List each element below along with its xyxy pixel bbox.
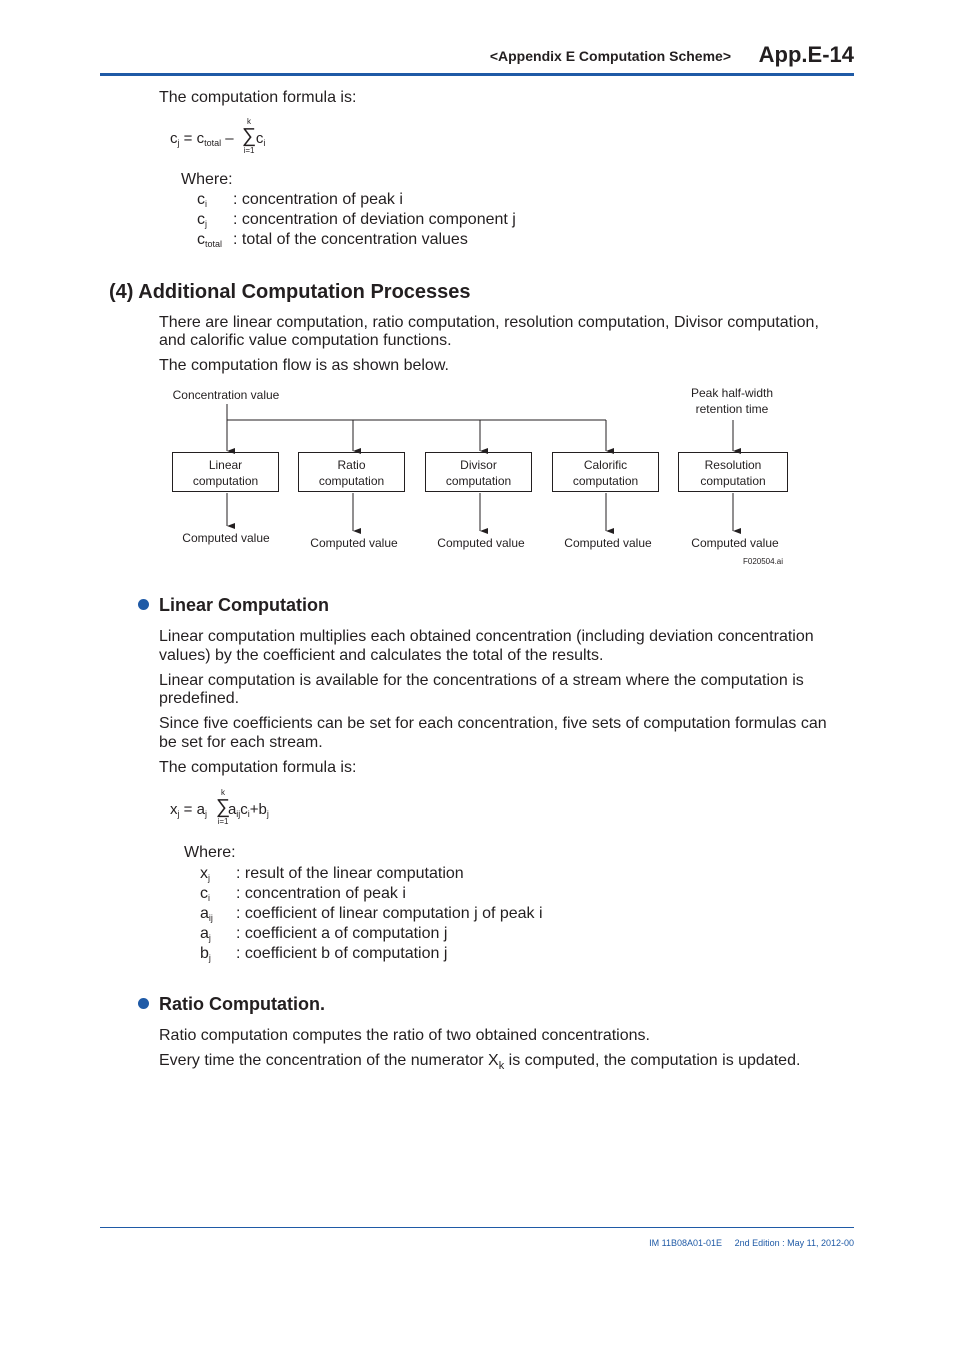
variable-symbol: c: [197, 191, 205, 208]
bullet-icon: [138, 998, 149, 1009]
footer: [649, 1238, 854, 1248]
variable-desc: : result of the linear computation: [236, 865, 464, 882]
variable-symbol: x: [200, 865, 208, 882]
variable-sub: j: [208, 873, 210, 883]
section4-para1-line2: and calorific value computation functions.: [159, 332, 452, 349]
flow-output-linear: Computed value: [182, 531, 270, 545]
section4-para1-line1: There are linear computation, ratio computation, resolution computation, Divisor computation,: [159, 314, 819, 331]
variable-desc: : coefficient b of computation j: [236, 945, 448, 962]
linear-p3-line2: be set for each stream.: [159, 734, 323, 751]
linear-heading: [138, 595, 329, 616]
footer-edition: 2nd Edition : May 11, 2012-00: [734, 1238, 854, 1248]
variable-sub: ij: [208, 913, 213, 923]
variable-desc: : coefficient a of computation j: [236, 925, 448, 942]
formula-lead-1: The computation formula is:: [159, 89, 357, 106]
linear-p1-line1: Linear computation multiplies each obtained concentration (including deviation concentration: [159, 628, 814, 645]
formula2-a-sub: j: [204, 809, 207, 819]
variable-sub: i: [208, 893, 210, 903]
ratio-p1: Ratio computation computes the ratio of two obtained concentrations.: [159, 1027, 650, 1044]
formula2-b-sub: j: [266, 809, 269, 819]
formula1-rhs-sub: i: [263, 138, 266, 148]
flow-output-ratio: Computed value: [310, 536, 398, 550]
formula2-aij: a: [227, 801, 237, 818]
variable-row: [200, 885, 406, 903]
flow-box-linear: Linear computation: [172, 452, 279, 492]
variable-sub: j: [208, 933, 211, 943]
formula1-sum-bottom: i=1: [243, 146, 255, 155]
formula2-c: c: [240, 801, 248, 818]
variable-sub: i: [205, 199, 207, 209]
variable-symbol: a: [200, 905, 209, 922]
sigma-icon: ∑: [241, 125, 257, 147]
formula1-total-sub: total: [204, 138, 222, 148]
variable-symbol: b: [200, 945, 209, 962]
flow-output-resolution: Computed value: [691, 536, 779, 550]
variable-row: [200, 925, 448, 943]
variable-row: [200, 945, 448, 963]
section4-para2: The computation flow is as shown below.: [159, 357, 449, 374]
variable-sub: j: [208, 953, 211, 963]
diagram-input-peak: Peak half-width retention time: [690, 386, 774, 416]
footer-doc-id: IM 11B08A01-01E: [649, 1238, 723, 1248]
formula1-eq: = c: [179, 130, 205, 147]
flow-box-divisor: Divisor computation: [425, 452, 532, 492]
linear-p3-line1: Since five coefficients can be set for each concentration, five sets of computation formulas can: [159, 715, 827, 732]
diagram-input-concentration: Concentration value: [172, 388, 280, 402]
flow-diagram-lines: [0, 0, 954, 600]
variable-symbol: c: [197, 211, 205, 228]
footer-rule: [100, 1227, 854, 1228]
formula2-eq: = a: [179, 801, 205, 818]
formula1-lhs: c: [170, 130, 178, 147]
variable-desc: : coefficient of linear computation j of peak i: [236, 905, 543, 922]
variable-desc: : concentration of peak i: [236, 885, 406, 902]
variable-row: [200, 865, 464, 883]
formula2-sum-bottom: i=1: [217, 817, 229, 826]
variable-sub: j: [205, 219, 207, 229]
formula2-lhs: x: [170, 801, 178, 818]
ratio-p2: [159, 1051, 800, 1076]
flow-box-calorific: Calorific computation: [552, 452, 659, 492]
variable-symbol: c: [200, 885, 208, 902]
variable-sub: total: [205, 239, 223, 249]
where-label-2: Where:: [184, 844, 236, 861]
ratio-heading-text: Ratio Computation.: [159, 994, 325, 1014]
formula2-plus-b: +b: [249, 801, 267, 818]
formula1-sum-top: k: [247, 117, 251, 126]
ratio-p2-post: is computed, the computation is updated.: [504, 1052, 801, 1069]
formula1-rhs: c: [255, 130, 264, 147]
figure-id: F020504.ai: [743, 557, 784, 566]
formula2-aij-sub: ij: [236, 809, 241, 819]
formula-lead-2: The computation formula is:: [159, 759, 357, 776]
ratio-p2-sub: k: [498, 1060, 505, 1073]
header-page-number: App.E-14: [758, 42, 854, 67]
variable-symbol: c: [197, 231, 205, 248]
header-section-title: <Appendix E Computation Scheme>: [489, 48, 731, 64]
variable-desc: : concentration of deviation component j: [233, 211, 516, 228]
flow-output-divisor: Computed value: [437, 536, 525, 550]
flow-box-resolution: Resolution computation: [678, 452, 788, 492]
sigma-icon: ∑: [215, 796, 231, 818]
linear-heading-text: Linear Computation: [159, 595, 329, 615]
variable-desc: : total of the concentration values: [233, 231, 468, 248]
flow-output-calorific: Computed value: [564, 536, 652, 550]
section-heading: (4) Additional Computation Processes: [109, 281, 471, 303]
ratio-heading: [138, 994, 325, 1015]
bullet-icon: [138, 599, 149, 610]
formula1-lhs-sub: j: [177, 138, 180, 148]
variable-symbol: a: [200, 925, 209, 942]
variable-row: [200, 905, 543, 923]
formula2-lhs-sub: j: [177, 809, 180, 819]
ratio-p2-pre: Every time the concentration of the numerator X: [159, 1052, 499, 1069]
formula2-summation: [213, 788, 233, 826]
formula2-c-sub: i: [247, 809, 250, 819]
variable-desc: : concentration of peak i: [233, 191, 403, 208]
formula1-minus: –: [221, 130, 238, 147]
linear-p1-line2: values) by the coefficient and calculates the total of the results.: [159, 647, 604, 664]
formula2-sum-top: k: [221, 788, 225, 797]
linear-p2-line1: Linear computation is available for the concentrations of a stream where the computation is: [159, 672, 804, 689]
linear-p2-line2: predefined.: [159, 690, 240, 707]
flow-box-ratio: Ratio computation: [298, 452, 405, 492]
where-label-1: Where:: [181, 171, 233, 188]
